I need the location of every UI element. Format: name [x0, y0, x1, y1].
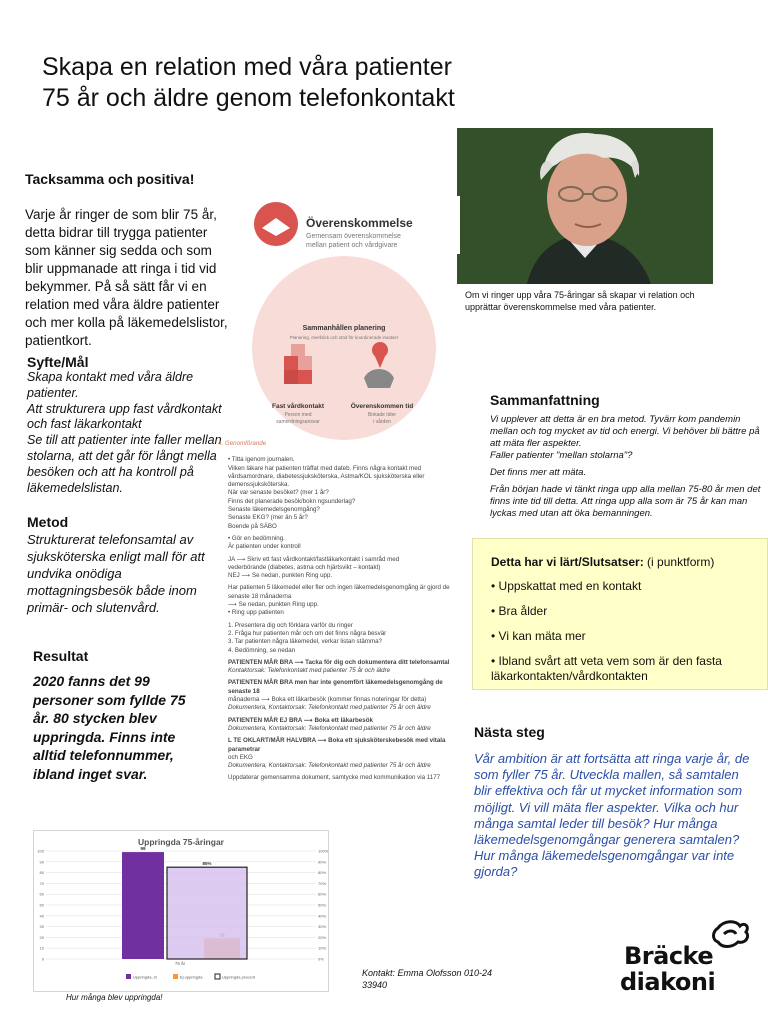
result-text: 2020 fanns det 99 personer som fyllde 75 år. 80 stycken blev uppringda. Finns inte alltid telefonnummer, ibland inget svar.	[33, 673, 186, 782]
chart-y2-tick: 20%	[318, 934, 327, 940]
chart-y-tick: 0	[41, 956, 44, 962]
diagram-mid-sub: Planering, överblick och stöd för koordinerade insatser	[289, 335, 399, 340]
summary-p1b: Faller patienter "mellan stolarna"?	[490, 450, 633, 461]
summary-p1: Vi upplever att detta är en bra metod. Tyvärr kom pandemin mellan och tog mycket av tid och energi. Vi behöver bli bättre på att mäta fler aspekter.	[490, 414, 760, 449]
chart-y2-tick: 80%	[318, 870, 327, 876]
chart-y2-tick: 0%	[318, 956, 324, 962]
handshake-icon	[254, 202, 298, 246]
chart-title: Uppringda 75-åringar	[138, 837, 224, 847]
checklist-line: JA ⟶ Skriv ett fast vårdkontakt/fastläkarkontakt i samråd med	[228, 555, 400, 563]
chart-y-tick: 80	[39, 870, 44, 876]
contact-line-1: Kontakt: Emma Olofsson 010-24	[362, 968, 493, 978]
diagram-left-sub2: samordningsansvar	[276, 419, 320, 425]
checklist-line: L TE OKLART/MÅR HALVBRA ⟶ Boka ett sjuksköterskebesök med vitala parametrar	[228, 737, 446, 753]
checklist-line: månaderna ⟶ Boka ett läkarbesök (kommer finnas noteringar för detta)	[228, 696, 427, 704]
next-heading: Nästa steg	[474, 724, 545, 740]
method-text: Strukturerat telefonsamtal av sjuksköterska enligt mall för att undvika onödiga mottagningsbesök både inom primär- och slutenvård.	[27, 532, 205, 615]
diagram-left-title: Fast vårdkontakt	[271, 403, 325, 410]
checklist-line: NEJ ⟶ Se nedan, punkten Ring upp.	[228, 572, 333, 580]
checklist-line: • Gör en bedömning.	[228, 534, 285, 542]
purpose-text	[27, 370, 232, 496]
legend-swatch-not-called	[173, 974, 178, 979]
chart-y-tick: 40	[39, 913, 44, 919]
checklist-line: Kontaktorsak: Telefonkontakt med patienter 75 år och äldre	[228, 667, 391, 675]
portrait-illustration	[457, 128, 713, 284]
photo-caption: Om vi ringer upp våra 75-åringar så skapar vi relation och upprättar överenskommelse med våra patienter.	[465, 290, 695, 312]
lessons-heading-note: (i punktform)	[643, 555, 715, 569]
checklist-line: Finns det planerade besök/bokn ngsunderlag?	[228, 497, 356, 505]
checklist-line: 3. Tar patienten några läkemedel, verkar listan stämma?	[228, 638, 382, 646]
logo-line-1: Bräcke	[624, 942, 714, 970]
diagram-top-sub2: mellan patient och vårdgivare	[306, 242, 398, 249]
logo-line-2: diakoni	[620, 968, 716, 996]
hands-logo-icon	[710, 918, 752, 954]
care-agreement-diagram	[228, 196, 460, 440]
chart-bar-label: 85%	[202, 861, 212, 867]
chart-y2-tick: 10%	[318, 945, 327, 951]
lessons-item: • Bra ålder	[491, 604, 548, 618]
chart-y-tick: 100	[37, 848, 44, 854]
lessons-heading	[491, 555, 755, 569]
purpose-line-3: Se till att patienter inte faller mellan stolarna, att det går för långt mella besöken och att ha kontroll på läkemedelslistan.	[27, 433, 222, 495]
purpose-heading: Syfte/Mål	[27, 354, 89, 370]
bar-percent	[167, 867, 247, 959]
checklist-line: vårdsamordnare, diabetessjuksköterska, Astma/KOL sjuksköterska eller	[228, 472, 425, 480]
portrait-photo	[457, 128, 713, 284]
next-text: Vår ambition är att fortsätta att ringa varje år, de som fyller 75 år. Utveckla mallen, så samtalen blir effektiva och får ut mycket information som möjligt. Vi vill mäta fler aspekter. Vilka och hur många samtal leder till besök? Hur många läkemedelsgenomgångar generera samtalen? Hur många läkemedelsgenomgångar var inte gjorda?	[474, 751, 750, 880]
chart-caption: Hur många blev uppringda!	[66, 993, 163, 1002]
purpose-line-1: Skapa kontakt med våra äldre patienter.	[27, 370, 194, 400]
legend-label-not-called: Ej uppringda	[180, 974, 203, 980]
checklist-line: • Titta igenom journalen.	[228, 456, 295, 464]
checklist-line: PATIENTEN MÅR EJ BRA ⟶ Boka ett läkarbesök	[228, 716, 373, 724]
thankful-text: Varje år ringer de som blir 75 år, detta bidrar till trygga patienter som känner sig sedda och som blir uppmanade att ringa i tid vid bekymmer. På så sätt får vi en relation med våra äldre patienter och mer kolla på läkemedelslistor, patientkort.	[25, 207, 228, 348]
chart-y2-tick: 60%	[318, 891, 327, 897]
chart-y-tick: 90	[39, 859, 44, 865]
method-heading: Metod	[27, 514, 69, 530]
checklist-line: Boende på SÄBO	[228, 522, 277, 530]
diagram-right-title: Överenskommen tid	[350, 403, 414, 410]
chart-y2-tick: 100%	[318, 848, 328, 854]
checklist-line: • Ring upp patienten	[228, 609, 284, 617]
result-heading: Resultat	[33, 648, 89, 664]
bar-called	[122, 852, 164, 959]
lessons-item: • Vi kan mäta mer	[491, 629, 586, 643]
summary-heading: Sammanfattning	[490, 392, 600, 408]
checklist-line: Senaste EKG? (mer än 5 år?	[228, 514, 308, 522]
checklist-line: När var senaste besöket? (mer 1 år?	[228, 489, 329, 497]
title-line-1: Skapa en relation med våra patienter	[42, 53, 452, 81]
chart-y2-tick: 70%	[318, 880, 327, 886]
checklist-line: Har patienten 5 läkemedel eller fler och ingen läkemedelsgenomgång är gjord de	[228, 584, 450, 592]
calls-chart	[33, 830, 329, 992]
chart-y2-tick: 30%	[318, 924, 327, 930]
contact-info	[362, 967, 522, 991]
bracke-diakoni-logo	[618, 918, 758, 998]
chart-bar-label: 99	[140, 846, 146, 852]
checklist-line: 2. Fråga hur patienten mår och om det finns några besvär	[228, 629, 387, 637]
checklist-line: vederbörande (diabetes, astma och hjärtsvikt – kontakt)	[228, 563, 381, 571]
checklist-line: Dokumentera, Kontaktorsak: Telefonkontakt med patienter 75 år och äldre	[228, 762, 431, 770]
chart-y-tick: 30	[39, 924, 44, 930]
lessons-item: • Ibland svårt att veta vem som är den fasta läkarkontakten/vårdkontakten	[491, 654, 722, 683]
thankful-heading: Tacksamma och positiva!	[25, 171, 195, 187]
chart-bars	[122, 846, 247, 959]
title-line-2: 75 år och äldre genom telefonkontakt	[42, 84, 455, 112]
checklist-lines	[228, 456, 467, 782]
checklist-line: och EKG	[228, 753, 253, 761]
lessons-heading-bold: Detta har vi lärt/Slutsatser:	[491, 555, 644, 569]
calls-chart-svg	[34, 831, 328, 991]
chart-y-tick: 10	[39, 945, 44, 951]
diagram-top-title: Överenskommelse	[306, 216, 413, 230]
checklist-section-title: 4. Genomförande	[218, 440, 267, 447]
checklist-line: demenssjuksköterska.	[228, 481, 290, 489]
diagram-right-sub2: i vården	[373, 419, 391, 425]
chart-y2-tick: 40%	[318, 913, 327, 919]
chart-y2-tick: 90%	[318, 859, 327, 865]
chart-y-tick: 60	[39, 891, 44, 897]
checklist-line: Uppdaterar gemensamma dokument, samtycke med kommunikation via 1177	[228, 774, 441, 782]
legend-label-called: Uppringda, st	[133, 974, 157, 980]
summary-p2: Det finns mer att mäta.	[490, 467, 587, 478]
chart-legend	[126, 974, 256, 980]
legend-swatch-called	[126, 974, 131, 979]
chart-y-tick: 50	[39, 902, 44, 908]
chart-y2-tick: 50%	[318, 902, 327, 908]
summary-p3: Från början hade vi tänkt ringa upp alla mellan 75-80 år men det finns inte tid till detta. Att ringa upp alla som är 75 år kan man lyckas med utan att öka bemanningen.	[490, 484, 761, 519]
chart-y-tick: 70	[39, 880, 44, 886]
lessons-box	[472, 538, 768, 690]
lessons-item: • Uppskattat med en kontakt	[491, 579, 642, 593]
legend-label-percent: Uppringda procent	[222, 974, 255, 980]
checklist-line: 4. Bedömning, se nedan	[228, 646, 296, 654]
lessons-list	[491, 579, 755, 684]
checklist-line: Dokumentera, Kontaktorsak: Telefonkontakt med patienter 75 år och äldre	[228, 704, 431, 712]
diagram-right-sub1: Bokade tider	[367, 412, 397, 418]
purpose-line-2: Att strukturera upp fast vårdkontakt och fast läkarkontakt	[27, 401, 222, 432]
checklist-line: Senaste läkemedelsgenomgång?	[228, 506, 320, 514]
checklist-line: ⟶ Se nedan, punkten Ring upp.	[228, 601, 319, 609]
checklist-line: PATIENTEN MÅR BRA men har inte genomfört läkemedelsgenomgång de senaste 18	[228, 679, 443, 695]
diagram-mid-title: Sammanhållen planering	[302, 325, 386, 332]
checklist-document	[218, 440, 467, 783]
legend-swatch-percent	[215, 974, 220, 979]
checklist-line: Är patienten under kontroll	[228, 543, 301, 551]
chart-y-tick: 20	[39, 934, 44, 940]
checklist-line: Vilken läkare har patienten träffat med dateb. Finns några kontakt med	[228, 464, 422, 472]
poster-title	[42, 52, 522, 114]
checklist-line: senaste 18 månaderna	[228, 592, 292, 600]
summary-text	[490, 414, 762, 520]
checklist-line: 1. Presentera dig och förklara varför du ringer	[228, 621, 353, 629]
checklist-line: Dokumentera, Kontaktorsak: Telefonkontakt med patienter 75 år och äldre	[228, 724, 431, 732]
contact-line-2: 33940	[362, 980, 388, 990]
diagram-top-sub1: Gemensam överenskommelse	[306, 233, 401, 240]
chart-category-label: 75 år	[174, 961, 186, 966]
diagram-left-sub1: Person med	[284, 412, 312, 418]
checklist-line: PATIENTEN MÅR BRA ⟶ Tacka för dig och dokumentera ditt telefonsamtal	[228, 658, 450, 666]
